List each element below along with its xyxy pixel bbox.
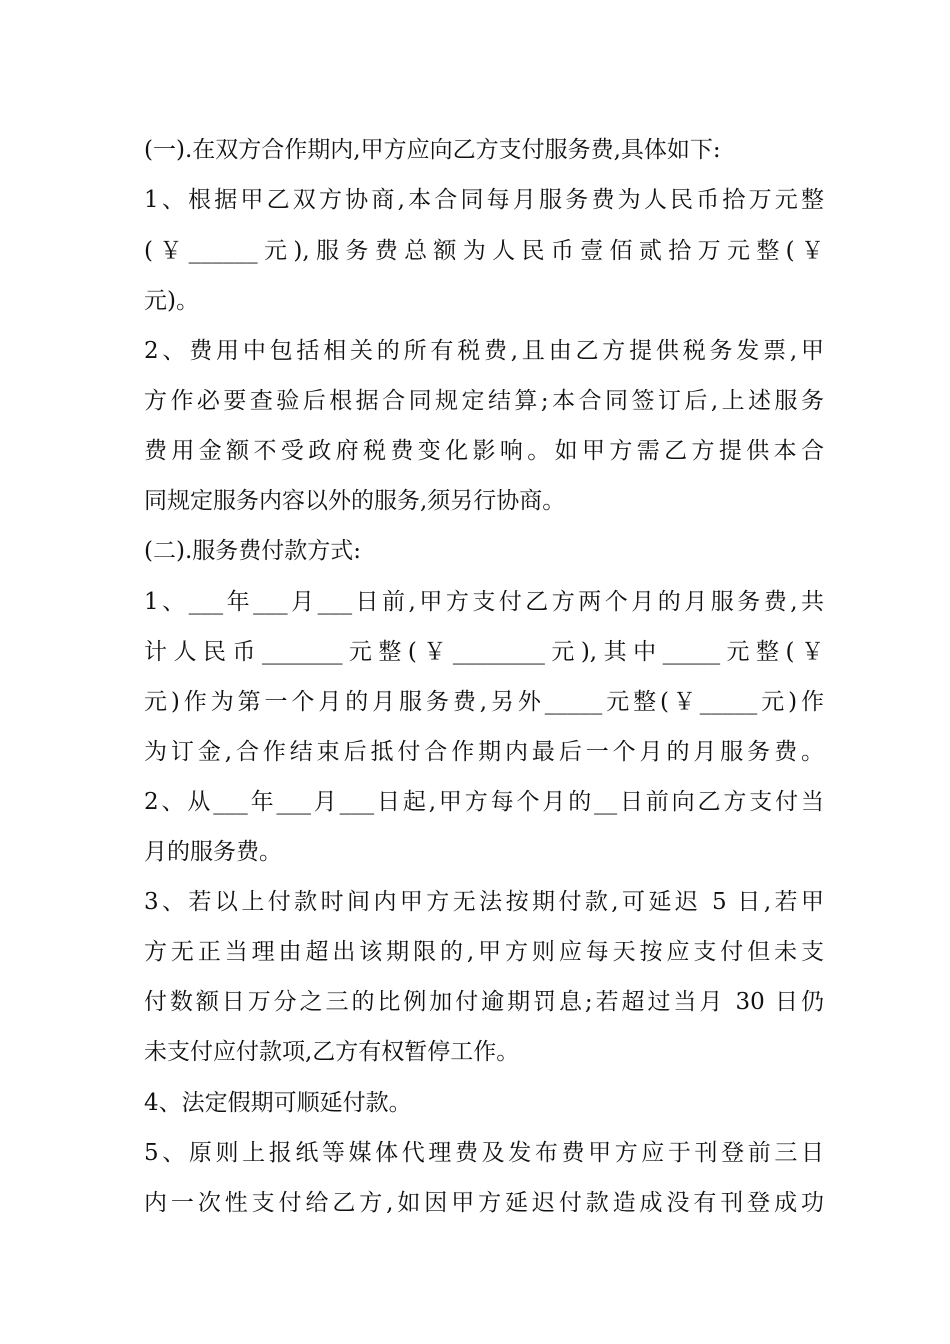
text-line: 元)作为第一个月的月服务费,另外_____元整(￥_____元)作 — [144, 689, 824, 715]
text-line: (￥______元),服务费总额为人民币壹佰贰拾万元整(￥ — [144, 238, 824, 264]
text-line: 4、法定假期可顺延付款。 — [144, 1090, 412, 1116]
text-line: 2、费用中包括相关的所有税费,且由乙方提供税务发票,甲 — [144, 338, 824, 364]
text-line: 月的服务费。 — [144, 839, 282, 865]
text-line: 同规定服务内容以外的服务,须另行协商。 — [144, 488, 566, 514]
text-line: 3、若以上付款时间内甲方无法按期付款,可延迟 5 日,若甲 — [144, 889, 824, 915]
text-line: 方作必要查验后根据合同规定结算;本合同签订后,上述服务 — [144, 388, 824, 414]
text-line: 元)。 — [144, 288, 199, 314]
text-line: 1、根据甲乙双方协商,本合同每月服务费为人民币拾万元整 — [144, 187, 824, 213]
paragraph-heading-1: (一).在双方合作期内,甲方应向乙方支付服务费,具体如下: — [144, 137, 721, 163]
text-line: 费用金额不受政府税费变化影响。如甲方需乙方提供本合 — [144, 438, 824, 464]
text-line: 2、从___年___月___日起,甲方每个月的__日前向乙方支付当 — [144, 789, 824, 815]
text-line: 内一次性支付给乙方,如因甲方延迟付款造成没有刊登成功 — [144, 1190, 824, 1216]
text-line: 为订金,合作结束后抵付合作期内最后一个月的月服务费。 — [144, 739, 824, 765]
text-line: 未支付应付款项,乙方有权暂停工作。 — [144, 1039, 520, 1065]
paragraph-heading-2: (二).服务费付款方式: — [144, 538, 362, 564]
text-line: 1、___年___月___日前,甲方支付乙方两个月的月服务费,共 — [144, 589, 824, 615]
text-line: 计人民币_______元整(￥________元),其中_____元整(￥ — [144, 639, 824, 665]
text-line: 5、原则上报纸等媒体代理费及发布费甲方应于刊登前三日 — [144, 1140, 824, 1166]
text-line: 付数额日万分之三的比例加付逾期罚息;若超过当月 30 日仍 — [144, 989, 824, 1015]
text-line: 方无正当理由超出该期限的,甲方则应每天按应支付但未支 — [144, 939, 824, 965]
